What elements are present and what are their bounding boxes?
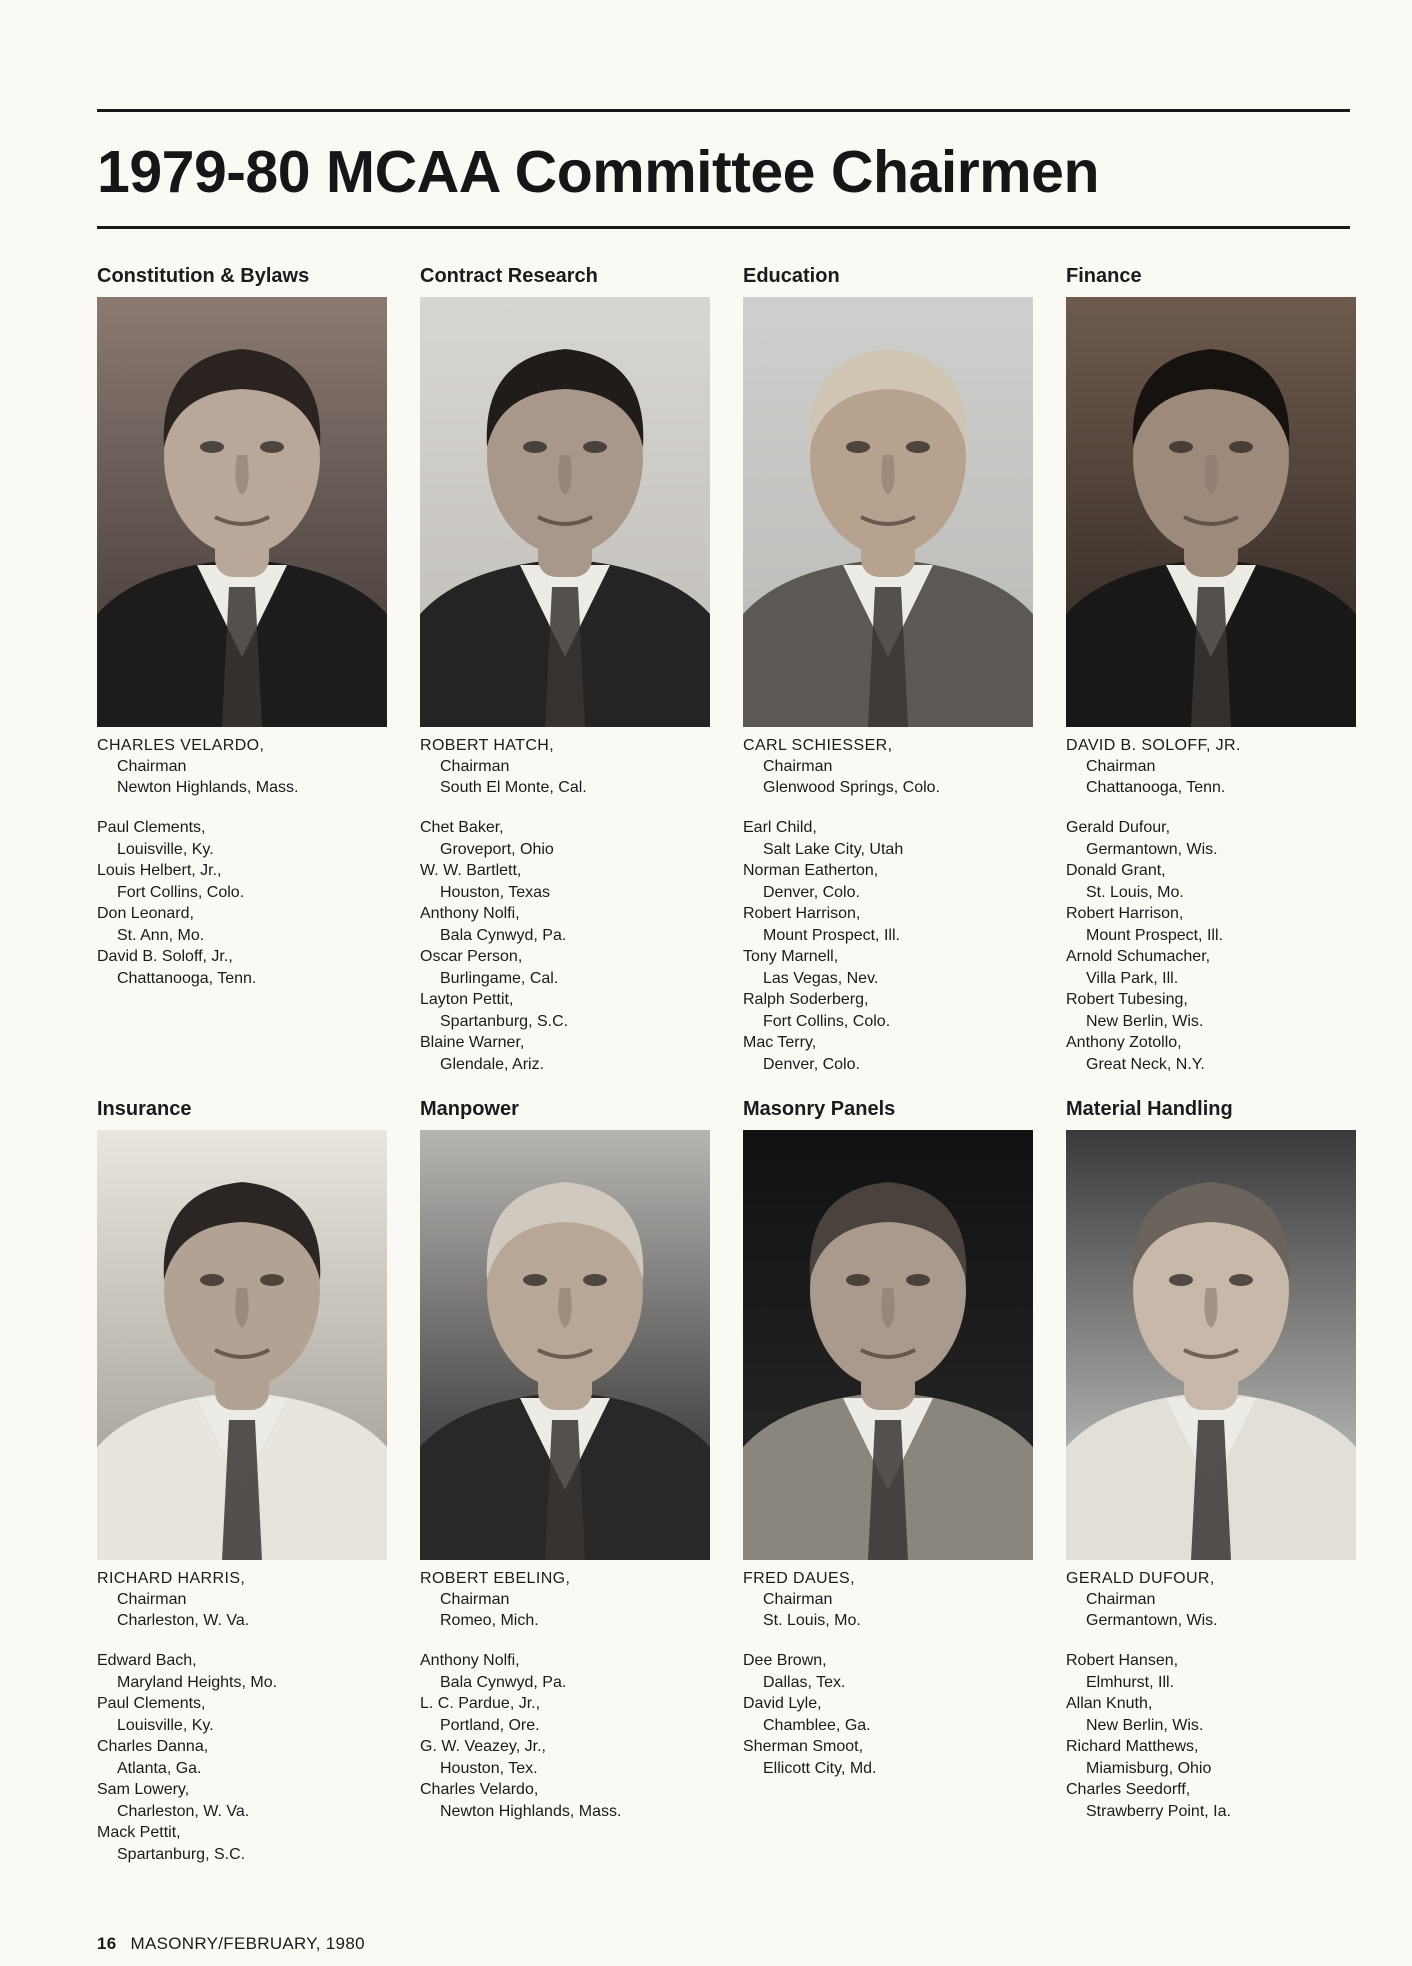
committee-heading: Education <box>743 265 840 287</box>
member-city: Groveport, Ohio <box>440 840 554 858</box>
chairman-name: GERALD DUFOUR, <box>1066 1570 1215 1587</box>
member-city: Spartanburg, S.C. <box>117 1845 246 1863</box>
member-name: Sherman Smoot, <box>743 1738 864 1755</box>
chairman-portrait <box>97 297 387 727</box>
member-city: Ellicott City, Md. <box>763 1759 877 1777</box>
member-city: Maryland Heights, Mo. <box>117 1673 278 1691</box>
member-name: Louis Helbert, Jr., <box>97 862 222 879</box>
member-city: New Berlin, Wis. <box>1086 1012 1204 1030</box>
member-city: New Berlin, Wis. <box>1086 1716 1204 1734</box>
member-city: Chamblee, Ga. <box>763 1716 871 1734</box>
member-city: Charleston, W. Va. <box>117 1802 250 1820</box>
member-name: Paul Clements, <box>97 819 206 836</box>
member-city: Denver, Colo. <box>763 1055 860 1073</box>
member-city: Dallas, Tex. <box>763 1673 846 1691</box>
member-name: G. W. Veazey, Jr., <box>420 1738 546 1755</box>
member-city: Louisville, Ky. <box>117 1716 214 1734</box>
member-list <box>97 1650 397 1865</box>
chairman-portrait <box>1066 1130 1356 1560</box>
member-name: W. W. Bartlett, <box>420 862 522 879</box>
chairman-name: FRED DAUES, <box>743 1570 855 1587</box>
member-city: Portland, Ore. <box>440 1716 540 1734</box>
member-name: Don Leonard, <box>97 905 194 922</box>
chairman-city: Germantown, Wis. <box>1086 1612 1218 1629</box>
chairman-portrait <box>1066 297 1356 727</box>
member-name: Charles Velardo, <box>420 1781 539 1798</box>
member-name: Sam Lowery, <box>97 1781 190 1798</box>
chairman-portrait <box>743 1130 1033 1560</box>
member-name: Donald Grant, <box>1066 862 1166 879</box>
member-city: Mount Prospect, Ill. <box>1086 926 1223 944</box>
member-name: Gerald Dufour, <box>1066 819 1171 836</box>
member-name: Anthony Nolfi, <box>420 905 520 922</box>
committee-heading: Finance <box>1066 265 1142 287</box>
member-name: Norman Eatherton, <box>743 862 879 879</box>
member-name: Robert Hansen, <box>1066 1652 1179 1669</box>
chairman-city: South El Monte, Cal. <box>440 779 587 796</box>
chairman-city: Newton Highlands, Mass. <box>117 779 299 796</box>
member-city: Houston, Texas <box>440 883 550 901</box>
member-name: Tony Marnell, <box>743 948 839 965</box>
chairman-city: Chattanooga, Tenn. <box>1086 779 1226 796</box>
member-city: St. Louis, Mo. <box>1086 883 1184 901</box>
chairman-role: Chairman <box>1086 758 1156 775</box>
member-city: Bala Cynwyd, Pa. <box>440 926 567 944</box>
chairman-city: St. Louis, Mo. <box>763 1612 861 1629</box>
page-number: 16 <box>97 1934 117 1953</box>
member-city: Mount Prospect, Ill. <box>763 926 900 944</box>
member-name: Robert Tubesing, <box>1066 991 1188 1008</box>
chairman-role: Chairman <box>763 758 833 775</box>
chairman-city: Charleston, W. Va. <box>117 1612 250 1629</box>
member-city: Bala Cynwyd, Pa. <box>440 1673 567 1691</box>
chairman-portrait <box>743 297 1033 727</box>
committee-heading: Contract Research <box>420 265 598 287</box>
chairman-portrait <box>97 1130 387 1560</box>
chairman-name: ROBERT EBELING, <box>420 1570 571 1587</box>
member-city: Glendale, Ariz. <box>440 1055 545 1073</box>
member-name: David Lyle, <box>743 1695 822 1712</box>
member-city: Villa Park, Ill. <box>1086 969 1179 987</box>
chairman-role: Chairman <box>1086 1591 1156 1608</box>
committee-card <box>97 1097 397 1865</box>
member-city: Germantown, Wis. <box>1086 840 1218 858</box>
member-name: Mack Pettit, <box>97 1824 181 1841</box>
member-city: Strawberry Point, Ia. <box>1086 1802 1231 1820</box>
member-city: St. Ann, Mo. <box>117 926 205 944</box>
committee-heading: Material Handling <box>1066 1098 1233 1120</box>
member-name: Oscar Person, <box>420 948 523 965</box>
committee-heading: Insurance <box>97 1098 192 1120</box>
member-city: Atlanta, Ga. <box>117 1759 202 1777</box>
member-city: Fort Collins, Colo. <box>117 883 245 901</box>
member-city: Burlingame, Cal. <box>440 969 559 987</box>
member-name: Anthony Nolfi, <box>420 1652 520 1669</box>
chairman-name: RICHARD HARRIS, <box>97 1570 246 1587</box>
member-city: Chattanooga, Tenn. <box>117 969 257 987</box>
committee-card <box>743 1097 1043 1779</box>
member-name: Layton Pettit, <box>420 991 514 1008</box>
chairman-portrait <box>420 1130 710 1560</box>
member-name: David B. Soloff, Jr., <box>97 948 233 965</box>
member-city: Salt Lake City, Utah <box>763 840 904 858</box>
member-city: Newton Highlands, Mass. <box>440 1802 622 1820</box>
committee-heading: Manpower <box>420 1098 519 1120</box>
member-name: Charles Seedorff, <box>1066 1781 1191 1798</box>
chairman-name: DAVID B. SOLOFF, JR. <box>1066 737 1241 754</box>
member-list <box>420 1650 720 1822</box>
title-rule <box>97 226 1350 229</box>
member-list <box>1066 1650 1366 1822</box>
member-city: Elmhurst, Ill. <box>1086 1673 1175 1691</box>
member-name: Robert Harrison, <box>743 905 861 922</box>
page-footer <box>97 1934 365 1954</box>
member-list <box>97 817 397 989</box>
member-name: Robert Harrison, <box>1066 905 1184 922</box>
member-city: Spartanburg, S.C. <box>440 1012 569 1030</box>
chairman-city: Glenwood Springs, Colo. <box>763 779 940 796</box>
member-list <box>1066 817 1366 1075</box>
member-name: Blaine Warner, <box>420 1034 525 1051</box>
committee-heading: Constitution & Bylaws <box>97 265 310 287</box>
committee-card <box>1066 1097 1366 1822</box>
member-city: Miamisburg, Ohio <box>1086 1759 1212 1777</box>
member-name: Earl Child, <box>743 819 817 836</box>
member-list <box>743 817 1043 1075</box>
top-rule <box>97 109 1350 112</box>
page-title: 1979-80 MCAA Committee Chairmen <box>97 139 1099 205</box>
member-city: Louisville, Ky. <box>117 840 214 858</box>
member-name: Ralph Soderberg, <box>743 991 869 1008</box>
member-name: Chet Baker, <box>420 819 504 836</box>
member-name: Paul Clements, <box>97 1695 206 1712</box>
chairman-name: CHARLES VELARDO, <box>97 737 265 754</box>
member-name: Richard Matthews, <box>1066 1738 1199 1755</box>
committee-card <box>743 264 1043 1075</box>
chairman-name: ROBERT HATCH, <box>420 737 555 754</box>
member-city: Fort Collins, Colo. <box>763 1012 891 1030</box>
member-name: Allan Knuth, <box>1066 1695 1153 1712</box>
chairman-role: Chairman <box>763 1591 833 1608</box>
member-city: Great Neck, N.Y. <box>1086 1055 1205 1073</box>
chairman-name: CARL SCHIESSER, <box>743 737 893 754</box>
chairman-role: Chairman <box>440 758 510 775</box>
committee-heading: Masonry Panels <box>743 1098 896 1120</box>
member-name: Edward Bach, <box>97 1652 197 1669</box>
chairman-role: Chairman <box>117 758 187 775</box>
committee-card <box>1066 264 1366 1075</box>
member-city: Las Vegas, Nev. <box>763 969 879 987</box>
member-name: Mac Terry, <box>743 1034 817 1051</box>
chairman-role: Chairman <box>440 1591 510 1608</box>
member-list <box>420 817 720 1075</box>
member-name: Anthony Zotollo, <box>1066 1034 1182 1051</box>
member-city: Houston, Tex. <box>440 1759 538 1777</box>
member-city: Denver, Colo. <box>763 883 860 901</box>
chairman-city: Romeo, Mich. <box>440 1612 539 1629</box>
committee-card <box>420 264 720 1075</box>
member-list <box>743 1650 1043 1779</box>
member-name: Dee Brown, <box>743 1652 827 1669</box>
committee-card <box>420 1097 720 1822</box>
chairman-portrait <box>420 297 710 727</box>
member-name: Charles Danna, <box>97 1738 209 1755</box>
publication-line: MASONRY/FEBRUARY, 1980 <box>130 1934 365 1953</box>
member-name: L. C. Pardue, Jr., <box>420 1695 541 1712</box>
member-name: Arnold Schumacher, <box>1066 948 1211 965</box>
committee-card <box>97 264 397 989</box>
chairman-role: Chairman <box>117 1591 187 1608</box>
